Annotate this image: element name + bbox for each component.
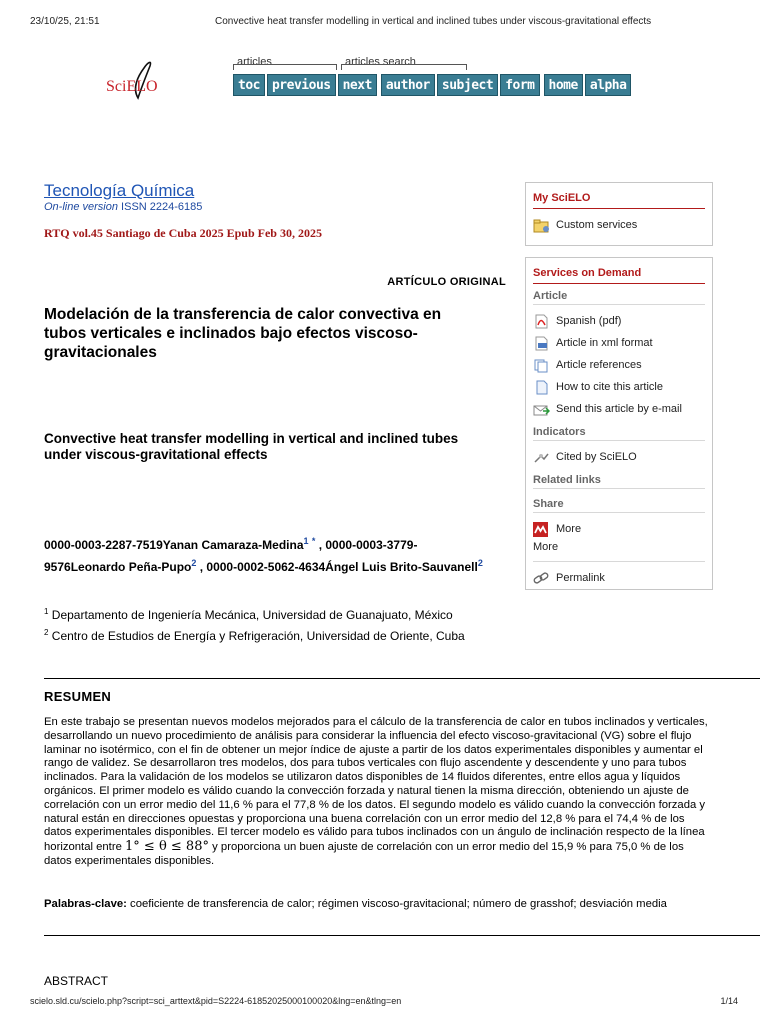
affiliation-item: $^1$ Departamento de Ingeniería Mecánica, Universidad de Guanajuato, México bbox=[44, 607, 453, 622]
affiliation-item: $^2$ Centro de Estudios de Energía y Refrigeración, Universidad de Oriente, Cuba bbox=[44, 628, 465, 643]
article-title-en: Convective heat transfer modelling in vertical and inclined tubes under viscous-gravitational effects bbox=[44, 431, 459, 462]
nav-button-row bbox=[233, 74, 631, 96]
my-scielo-heading: My SciELO bbox=[533, 192, 591, 204]
nav-search-caption: articles search bbox=[345, 56, 416, 68]
cite-article-link[interactable]: How to cite this article bbox=[526, 379, 712, 395]
link-chain-icon bbox=[533, 571, 550, 586]
references-icon bbox=[533, 358, 550, 373]
issue-line: RTQ vol.45 Santiago de Cuba 2025 Epub Feb 30, 2025 bbox=[44, 226, 322, 240]
article-type: ARTÍCULO ORIGINAL bbox=[387, 276, 506, 288]
share-label: Share bbox=[533, 498, 564, 510]
keywords-text: coeficiente de transferencia de calor; régimen viscoso-gravitacional; número de grasshof; desviación media bbox=[126, 898, 667, 910]
references-link[interactable]: Article references bbox=[526, 357, 712, 373]
section-divider bbox=[44, 678, 760, 679]
author-1: 0000-0003-2287-7519Yanan Camaraza-Medina bbox=[44, 538, 304, 552]
custom-services-link[interactable]: Custom services bbox=[526, 217, 712, 233]
author-2-affiliation-link[interactable]: 2 bbox=[191, 558, 197, 568]
nav-alpha-button[interactable]: alpha bbox=[585, 74, 632, 96]
author-3-affiliation-link[interactable]: 2 bbox=[477, 558, 483, 568]
online-version-label: On-line version bbox=[44, 201, 118, 213]
nav-previous-button[interactable]: previous bbox=[267, 74, 336, 96]
share-more-link[interactable]: More bbox=[526, 521, 712, 537]
pdf-icon bbox=[533, 314, 550, 329]
document-icon bbox=[533, 380, 550, 395]
cited-by-link[interactable]: Cited by SciELO bbox=[526, 449, 712, 465]
folder-gear-icon bbox=[533, 218, 550, 233]
affiliations bbox=[44, 603, 465, 645]
keywords-label: Palabras-clave: bbox=[44, 898, 127, 910]
nav-form-button[interactable]: form bbox=[500, 74, 539, 96]
nav-next-button[interactable]: next bbox=[338, 74, 377, 96]
nav-home-button[interactable]: home bbox=[544, 74, 583, 96]
author-1-affiliation-link[interactable]: 1 bbox=[303, 536, 309, 546]
resumen-heading: RESUMEN bbox=[44, 689, 112, 704]
scielo-logo[interactable]: SciELO bbox=[106, 58, 168, 102]
print-timestamp: 23/10/25, 21:51 bbox=[30, 16, 100, 27]
print-title: Convective heat transfer modelling in vertical and inclined tubes under viscous-gravitational effects bbox=[215, 16, 652, 27]
indicators-label: Indicators bbox=[533, 426, 586, 438]
nav-articles-caption: articles bbox=[237, 56, 272, 68]
spanish-pdf-link[interactable]: Spanish (pdf) bbox=[526, 313, 712, 329]
author-list bbox=[44, 532, 484, 576]
article-section-label: Article bbox=[533, 290, 568, 302]
keywords bbox=[44, 898, 708, 912]
services-heading: Services on Demand bbox=[533, 267, 642, 279]
my-scielo-box bbox=[525, 182, 713, 246]
permalink-link[interactable]: Permalink bbox=[526, 570, 712, 586]
author-1-corresponding-link[interactable]: * bbox=[311, 536, 316, 546]
email-article-link[interactable]: Send this article by e-mail bbox=[526, 401, 712, 417]
author-3: , 0000-0002-5062-4634Ángel Luis Brito-Sauvanell bbox=[196, 560, 478, 574]
nav-subject-button[interactable]: subject bbox=[437, 74, 498, 96]
services-box bbox=[525, 257, 713, 590]
related-links-label: Related links bbox=[533, 474, 601, 486]
article-title-es: Modelación de la transferencia de calor convectiva en tubos verticales e inclinados bajo efectos viscoso-gravitacionales bbox=[44, 306, 442, 361]
abstract-heading: ABSTRACT bbox=[44, 974, 109, 988]
email-icon bbox=[533, 402, 550, 417]
share-more-link-2[interactable]: More bbox=[533, 541, 559, 553]
footer-page-number: 1/14 bbox=[720, 996, 738, 1006]
cited-by-icon bbox=[533, 450, 550, 465]
journal-title-link[interactable]: Tecnología Química bbox=[44, 181, 195, 200]
xml-document-icon bbox=[533, 336, 550, 351]
nav-toc-button[interactable]: toc bbox=[233, 74, 265, 96]
inclination-range: 1° ≤ θ ≤ 88° bbox=[125, 839, 209, 855]
author-2: , 0000-0003-3779-9576Leonardo Peña-Pupo bbox=[44, 538, 418, 574]
online-version-line bbox=[44, 201, 202, 213]
footer-url: scielo.sld.cu/scielo.php?script=sci_arttext&pid=S2224-61852025000100020&lng=en&tlng=en bbox=[30, 996, 402, 1006]
nav-author-button[interactable]: author bbox=[381, 74, 435, 96]
resumen-body: En este trabajo se presentan nuevos modelos mejorados para el cálculo de la transferencia de calor en tubos inclinados y verticales, desarrollando un nuevo procedimiento de análisis para considerar la influencia del efecto viscoso-gravitacional (VG) sobre el flujo laminar no isotérmico, con el fin de obtener un mejor índice de ajuste a partir de los datos experimentales disponibles y aumentar el rango de validez. Se desarrollaron tres modelos, dos para tubos verticales con flujo ascendente y descendente y uno para tubos inclinados. Para la validación de los modelos se utilizaron datos disponibles de 14 fluidos diferentes, entre ellos agua y líquidos orgánicos. El primer modelo es válido cuando la convección forzada y natural tienen la misma dirección, obteniendo un ajuste de correlación con un error medio del 11,6 % para el 77,8 % de los datos. El segundo modelo es válido cuando la convección forzada y natural están en direcciones opuestas y proporciona una buena correlación con un error medio del 12,8 % para el 74,4 % de los datos experimentales disponibles. El tercer modelo es válido para tubos inclinados con un ángulo de inclinación respecto de la línea horizontal entre 1° ≤ θ ≤ 88° y proporciona un buen ajuste de correlación con un error medio del 15,9 % para 75,0 % de los datos experimentales disponibles. bbox=[44, 716, 708, 867]
xml-link[interactable]: Article in xml format bbox=[526, 335, 712, 351]
section-divider bbox=[44, 935, 760, 936]
addthis-share-icon bbox=[533, 522, 550, 537]
issn: ISSN 2224-6185 bbox=[121, 201, 203, 213]
